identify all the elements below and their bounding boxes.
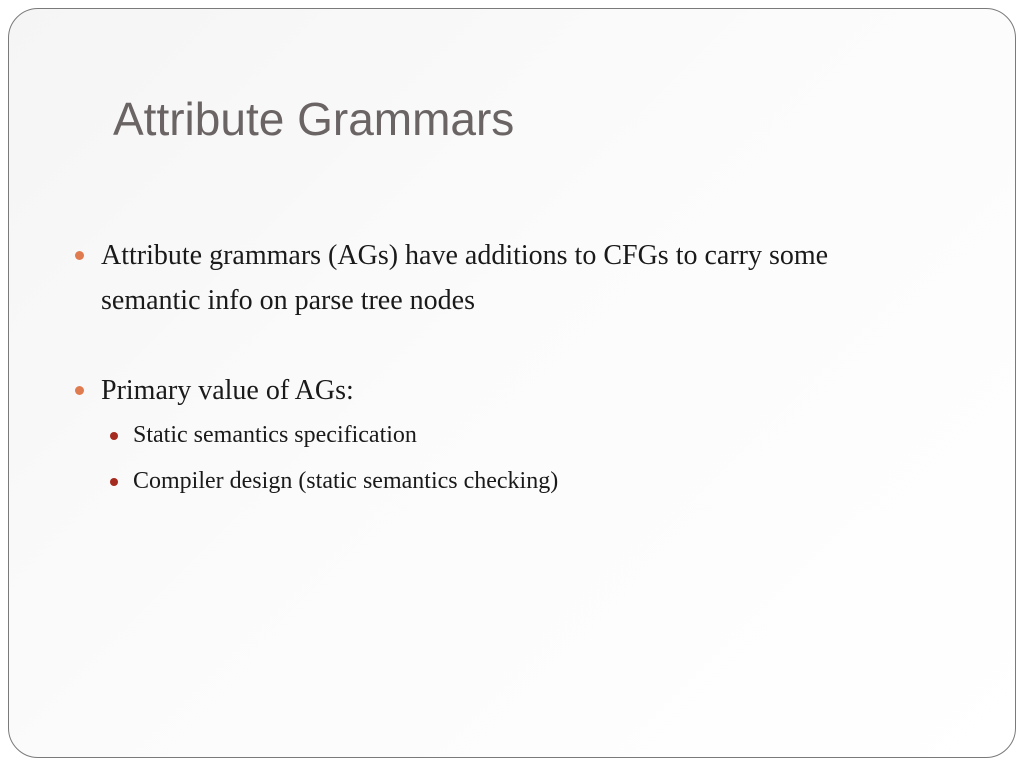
sub-bullet-dot-icon: [110, 432, 118, 440]
sub-bullet-text: Static semantics specification: [133, 422, 417, 448]
bullet-dot-icon: [75, 251, 84, 260]
slide-frame: [8, 8, 1016, 758]
sub-bullet-item: [9, 419, 1016, 452]
bullet-list: [9, 233, 1016, 498]
bullet-item: [9, 233, 921, 323]
bullet-text: Attribute grammars (AGs) have additions to CFGs to carry some semantic info on parse tree nodes: [101, 240, 829, 316]
sub-bullet-text: Compiler design (static semantics checking): [133, 468, 559, 494]
sub-bullet-item: [9, 465, 1016, 498]
bullet-item: [9, 368, 921, 413]
bullet-dot-icon: [75, 386, 84, 395]
bullet-text: Primary value of AGs:: [101, 375, 354, 406]
sub-bullet-dot-icon: [110, 478, 118, 486]
slide-title: Attribute Grammars: [113, 93, 515, 145]
